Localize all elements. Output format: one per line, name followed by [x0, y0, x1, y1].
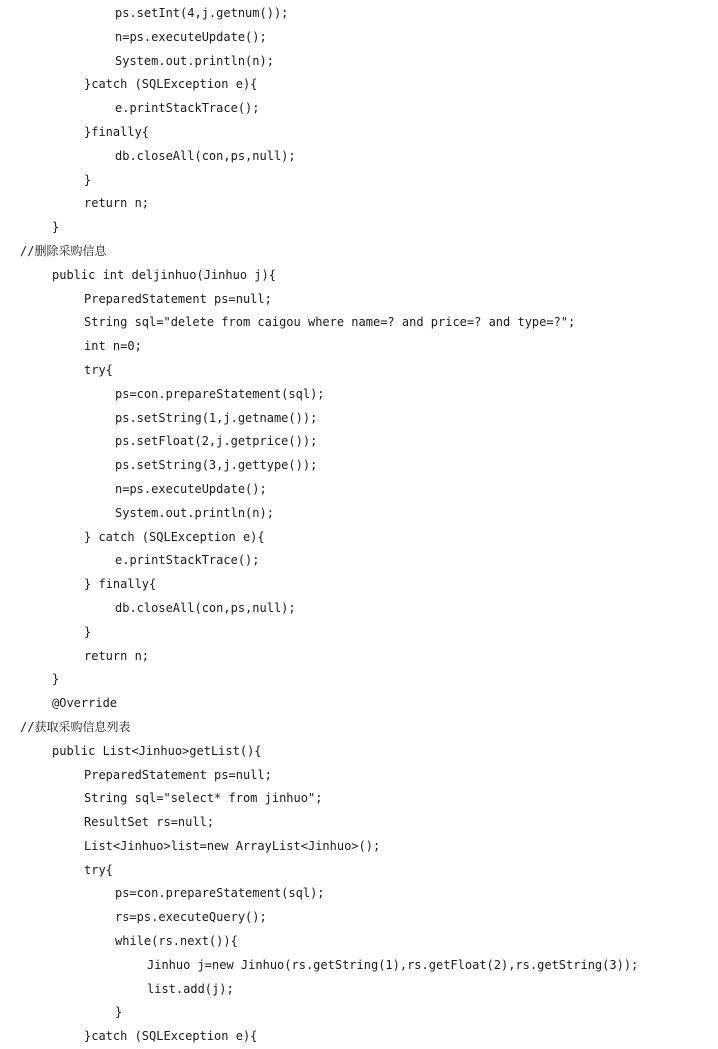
code-line: String sql="select* from jinhuo"; [84, 791, 323, 806]
code-line: ps=con.prepareStatement(sql); [115, 886, 325, 901]
code-line: System.out.println(n); [115, 505, 274, 520]
code-line: try{ [84, 362, 113, 377]
code-line: }finally{ [84, 124, 150, 139]
code-line: return n; [84, 648, 150, 663]
code-line: } [115, 1005, 123, 1020]
code-line: try{ [84, 862, 113, 877]
code-line: List<Jinhuo>list=new ArrayList<Jinhuo>(); [84, 838, 381, 853]
code-line: ps=con.prepareStatement(sql); [115, 386, 325, 401]
code-line: n=ps.executeUpdate(); [115, 481, 267, 496]
code-comment-line: //删除采购信息 [20, 243, 107, 258]
code-line: db.closeAll(con,ps,null); [115, 600, 296, 615]
code-line: }catch (SQLException e){ [84, 77, 258, 92]
code-line: public int deljinhuo(Jinhuo j){ [52, 267, 276, 282]
code-line: ResultSet rs=null; [84, 815, 215, 830]
code-line: rs=ps.executeQuery(); [115, 910, 267, 925]
code-line: PreparedStatement ps=null; [84, 291, 272, 306]
code-line: PreparedStatement ps=null; [84, 767, 272, 782]
code-comment-line: //获取采购信息列表 [20, 719, 131, 734]
code-line: System.out.println(n); [115, 53, 274, 68]
code-line: while(rs.next()){ [115, 934, 238, 949]
code-line: } [84, 172, 92, 187]
code-line: String sql="delete from caigou where name=? and price=? and type=?"; [84, 315, 576, 330]
code-line: public List<Jinhuo>getList(){ [52, 743, 262, 758]
code-line: ps.setInt(4,j.getnum()); [115, 6, 289, 20]
code-line: } [52, 672, 60, 687]
code-line: ps.setFloat(2,j.getprice()); [115, 434, 318, 449]
code-line: e.printStackTrace(); [115, 101, 260, 116]
code-line: @Override [52, 696, 118, 711]
code-line: ps.setString(3,j.gettype()); [115, 458, 318, 473]
code-line: } [84, 624, 92, 639]
code-listing [0, 2, 718, 1049]
code-line: ps.setString(1,j.getname()); [115, 410, 318, 425]
code-line: db.closeAll(con,ps,null); [115, 148, 296, 163]
code-line: int n=0; [84, 339, 142, 354]
code-line: }catch (SQLException e){ [84, 1029, 258, 1044]
code-line: } [52, 220, 60, 235]
code-line: Jinhuo j=new Jinhuo(rs.getString(1),rs.getFloat(2),rs.getString(3)); [147, 957, 639, 972]
code-line: return n; [84, 196, 150, 211]
code-line: n=ps.executeUpdate(); [115, 29, 267, 44]
code-line: } catch (SQLException e){ [84, 529, 265, 544]
code-line: list.add(j); [147, 981, 234, 996]
code-line: e.printStackTrace(); [115, 553, 260, 568]
code-line: } finally{ [84, 577, 157, 592]
